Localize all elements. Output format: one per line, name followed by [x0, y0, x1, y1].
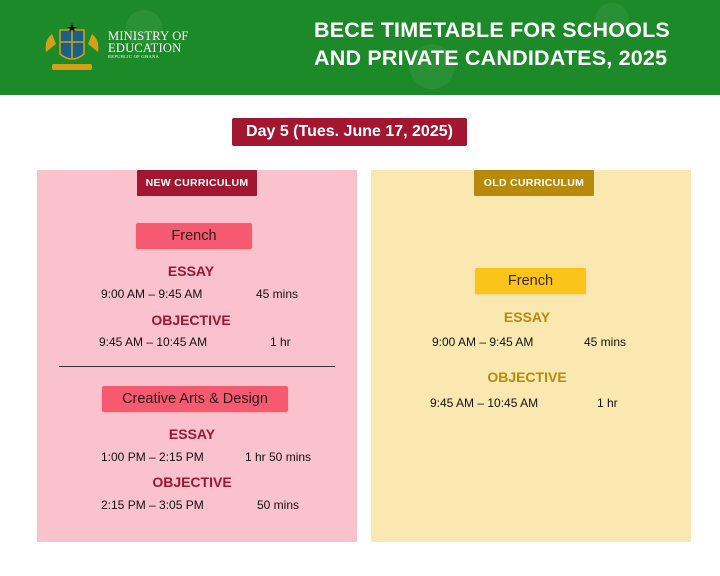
essay-time: 1:00 PM – 2:15 PM [101, 450, 204, 464]
subject-creative-arts: Creative Arts & Design [102, 386, 288, 412]
header-banner [0, 0, 720, 95]
objective-time: 9:45 AM – 10:45 AM [430, 396, 539, 410]
essay-label: ESSAY [503, 309, 551, 325]
essay-duration: 45 mins [584, 335, 627, 349]
subject-french: French [475, 268, 586, 294]
objective-duration: 1 hr [270, 335, 291, 349]
title-line1: BECE TIMETABLE FOR SCHOOLS [314, 18, 670, 42]
objective-time: 2:15 PM – 3:05 PM [101, 498, 204, 512]
objective-duration: 50 mins [257, 498, 300, 512]
ministry-line2: EDUCATION [108, 41, 182, 55]
objective-label: OBJECTIVE [152, 474, 232, 490]
old-curriculum-tag: OLD CURRICULUM [474, 170, 594, 196]
page-title [314, 16, 670, 72]
essay-duration: 1 hr 50 mins [245, 450, 312, 464]
ministry-logo-text [108, 30, 189, 60]
new-curriculum-panel [37, 170, 357, 542]
objective-time: 9:45 AM – 10:45 AM [99, 335, 208, 349]
objective-duration: 1 hr [597, 396, 618, 410]
essay-time: 9:00 AM – 9:45 AM [101, 287, 203, 301]
ministry-line1: MINISTRY OF [108, 29, 189, 43]
objective-label: OBJECTIVE [487, 369, 567, 385]
subject-french: French [136, 223, 252, 249]
essay-time: 9:00 AM – 9:45 AM [432, 335, 534, 349]
ministry-line3: REPUBLIC OF GHANA [108, 54, 160, 59]
essay-label: ESSAY [167, 263, 215, 279]
essay-duration: 45 mins [256, 287, 299, 301]
day-badge: Day 5 (Tues. June 17, 2025) [232, 118, 467, 146]
objective-label: OBJECTIVE [151, 312, 231, 328]
title-line2: AND PRIVATE CANDIDATES, 2025 [314, 46, 668, 70]
essay-label: ESSAY [168, 426, 216, 442]
new-curriculum-tag: NEW CURRICULUM [137, 170, 257, 196]
ghana-coat-of-arms-icon [42, 22, 102, 74]
old-curriculum-panel [371, 170, 691, 542]
section-divider [59, 366, 335, 367]
